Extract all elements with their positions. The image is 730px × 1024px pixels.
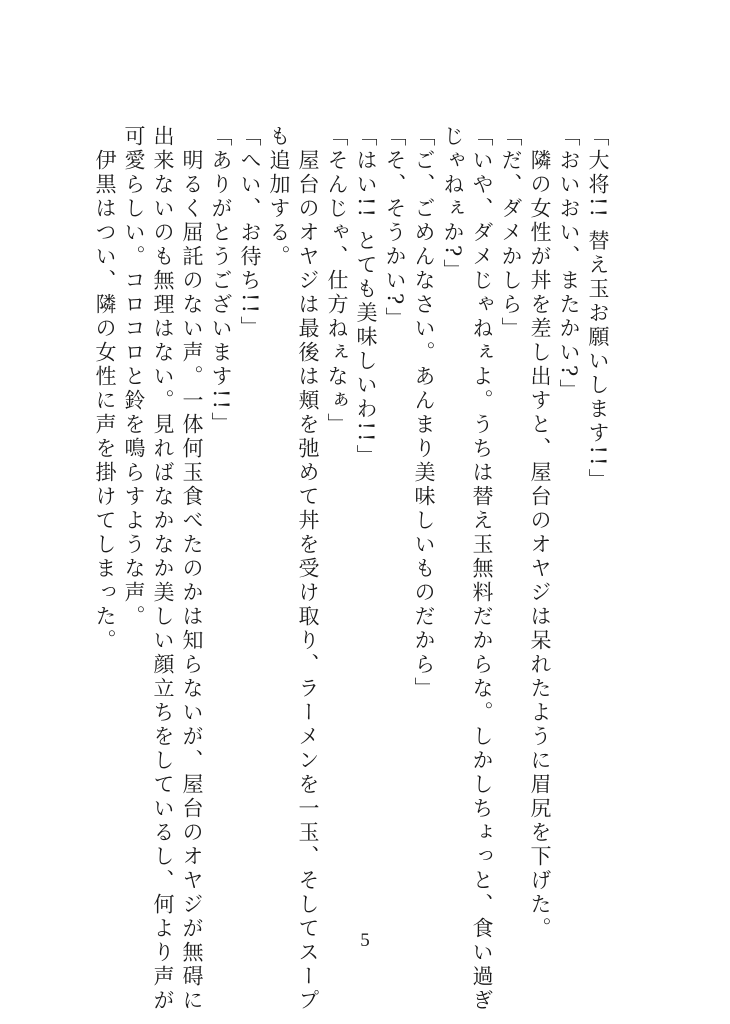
text-line: 「大将!! 替え玉お願いします!!」 — [586, 125, 610, 493]
text-line: 出来ないのも無理はない。見ればなかなか美しい顔立ちをしているし、何より声が — [151, 125, 175, 1013]
text-line: 「だ、ダメかしら」 — [499, 125, 523, 341]
text-line: 「そんじゃ、仕方ねぇなぁ」 — [325, 125, 349, 437]
text-line: 明るく屈託のない声。一体何玉食べたのかは知らないが、屋台のオヤジが無碍に — [180, 125, 204, 1013]
text-line: 「いや、ダメじゃねぇよ。うちは替え玉無料だからな。しかしちょっと、食い過ぎ — [470, 125, 494, 1013]
text-line: 伊黒はつい、隣の女性に声を掛けてしまった。 — [93, 125, 117, 653]
text-line: 隣の女性が丼を差し出すと、屋台のオヤジは呆れたように眉尻を下げた。 — [528, 125, 552, 941]
page-number: 5 — [360, 930, 370, 951]
text-line: も追加する。 — [267, 125, 291, 269]
text-line: 「へい、お待ち!!」 — [238, 125, 262, 340]
text-line: 「そ、そうかい?」 — [383, 125, 407, 332]
text-line: 「はい!! とても美味しいわ!!」 — [354, 125, 378, 469]
text-line: 「ありがとうございます!!」 — [209, 125, 233, 436]
text-line: じゃねぇか?」 — [441, 125, 465, 284]
body-text — [90, 125, 612, 1013]
text-line: 「ご、ごめんなさい。あんまり美味しいものだから」 — [412, 125, 436, 701]
text-line: 屋台のオヤジは最後は頬を弛めて丼を受け取り、ラーメンを一玉、そしてスープ — [296, 125, 320, 1013]
text-line: 「おいおい、またかい?」 — [557, 125, 581, 404]
text-line: 可愛らしい。コロコロと鈴を鳴らすような声。 — [122, 125, 146, 629]
